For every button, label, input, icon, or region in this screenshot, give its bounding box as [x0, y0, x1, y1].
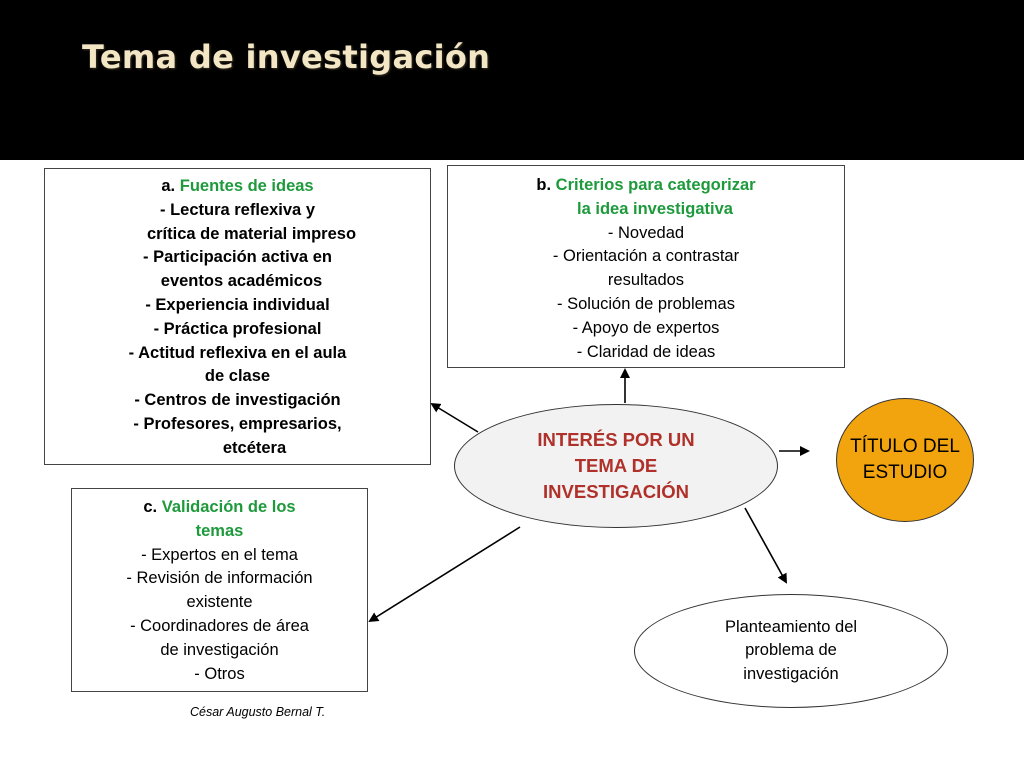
box-b-prefix: b. — [536, 176, 552, 194]
box-validacion — [71, 488, 368, 692]
box-a-heading — [45, 175, 430, 199]
box-b-heading — [448, 174, 844, 198]
box-b-line: - Novedad — [607, 223, 685, 242]
problem-node — [634, 594, 948, 708]
box-a-prefix: a. — [161, 177, 176, 195]
box-c-prefix: c. — [143, 498, 158, 516]
box-a-line: - Actitud reflexiva en el aula — [128, 343, 347, 362]
box-c-line: - Coordinadores de área — [130, 616, 309, 635]
author-credit: César Augusto Bernal T. — [190, 705, 326, 719]
box-criterios — [447, 165, 845, 368]
box-b-line: - Orientación a contrastar — [552, 247, 740, 266]
box-a-line: de clase — [204, 367, 271, 386]
center-line: INVESTIGACIÓN — [543, 481, 689, 502]
box-b-line: resultados — [607, 271, 685, 290]
box-a-heading-text: Fuentes de ideas — [179, 177, 314, 195]
title-node-line: ESTUDIO — [862, 462, 948, 483]
title-band — [0, 0, 1024, 160]
box-c-heading-text-2: temas — [195, 521, 244, 540]
box-b-line: - Apoyo de expertos — [572, 318, 720, 337]
box-a-line: - Participación activa en — [143, 248, 332, 267]
box-a-line: etcétera — [222, 438, 287, 457]
box-a-line: - Lectura reflexiva y — [160, 200, 315, 219]
box-c-line: - Otros — [194, 664, 245, 683]
center-node-interes — [454, 404, 778, 528]
box-c-heading — [72, 496, 367, 520]
box-b-heading-text-2: la idea investigativa — [577, 199, 733, 218]
title-node-line: TÍTULO DEL — [850, 436, 960, 457]
box-b-heading-text: Criterios para categorizar — [555, 176, 756, 194]
problem-line: investigación — [743, 664, 839, 683]
box-b-line: - Claridad de ideas — [576, 342, 716, 361]
slide-title: Tema de investigación — [82, 38, 491, 76]
box-fuentes-de-ideas — [44, 168, 431, 465]
box-a-line: - Profesores, empresarios, — [133, 414, 342, 433]
box-c-line: de investigación — [160, 640, 279, 659]
box-a-line: eventos académicos — [160, 272, 323, 291]
problem-line: Planteamiento del — [724, 617, 858, 636]
box-a-line: crítica de material impreso — [146, 224, 357, 243]
box-c-heading-2 — [72, 520, 367, 544]
box-a-line: - Experiencia individual — [145, 295, 330, 314]
box-a-line: - Práctica profesional — [153, 319, 322, 338]
box-c-line: - Expertos en el tema — [141, 545, 298, 564]
box-b-line: - Solución de problemas — [557, 294, 735, 313]
box-c-line: existente — [186, 593, 253, 612]
center-line: INTERÉS POR UN — [537, 429, 695, 450]
box-a-line: - Centros de investigación — [134, 391, 341, 410]
box-b-heading-2 — [448, 198, 844, 222]
problem-line: problema de — [745, 641, 837, 660]
center-line: TEMA DE — [574, 455, 658, 476]
title-node-estudio — [836, 398, 974, 522]
box-c-heading-text: Validación de los — [161, 498, 296, 516]
box-c-line: - Revisión de información — [126, 569, 313, 588]
